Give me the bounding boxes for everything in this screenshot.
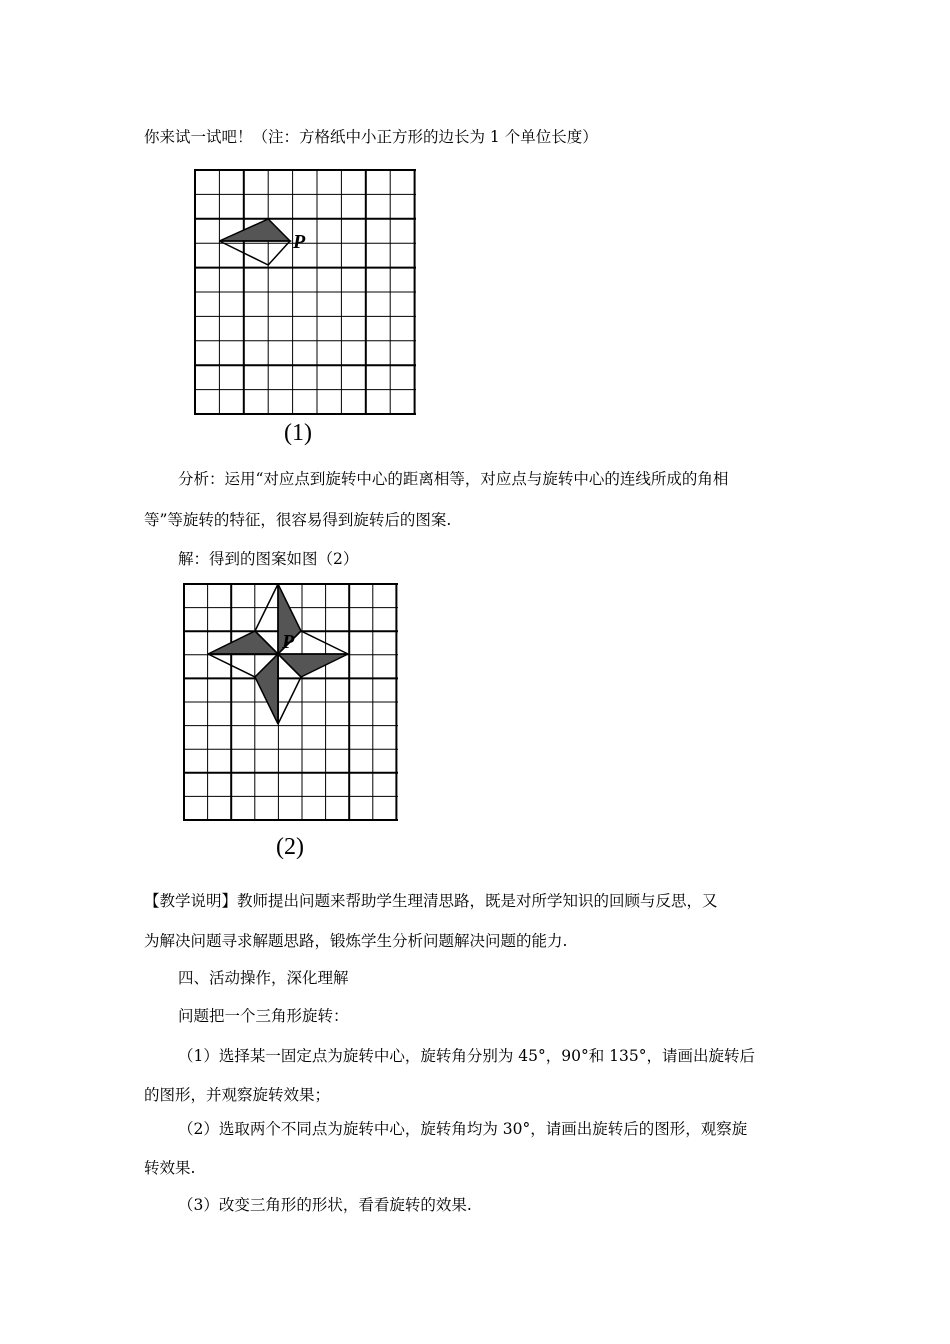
item-2-line-1: （2）选取两个不同点为旋转中心，旋转角均为 30°，请画出旋转后的图形，观察旋 [178,1120,748,1138]
item-1-line-1: （1）选择某一固定点为旋转中心，旋转角分别为 45°，90°和 135°，请画出旋转后 [178,1047,755,1065]
note-line-1: 【教学说明】教师提出问题来帮助学生理清思路，既是对所学知识的回顾与反思，又 [144,892,718,910]
note-line-2: 为解决问题寻求解题思路，锻炼学生分析问题解决问题的能力. [144,932,568,950]
figure-1-grid [193,168,417,416]
figure-2-grid [182,582,400,822]
intro-text: 你来试一试吧！（注：方格纸中小正方形的边长为 1 个单位长度） [144,128,598,146]
shaded-triangle-270 [255,654,278,724]
analysis-line-1: 分析：运用“对应点到旋转中心的距离相等，对应点与旋转中心的连线所成的角相 [178,470,729,488]
figure-2-caption: (2) [276,834,304,860]
grid-lines [194,169,416,414]
point-p-label: P [293,231,306,253]
figure-1-caption: (1) [284,420,312,446]
item-1-line-2: 的图形，并观察旋转效果； [144,1086,331,1104]
problem-text: 问题把一个三角形旋转： [178,1007,349,1025]
shaded-triangle [219,219,290,241]
outline-triangle [219,241,290,265]
solution-text: 解：得到的图案如图（2） [178,550,359,568]
point-p-label: P [282,631,295,653]
item-2-line-2: 转效果. [144,1159,196,1177]
section-4-heading: 四、活动操作，深化理解 [178,969,349,987]
analysis-line-2: 等”等旋转的特征，很容易得到旋转后的图案. [144,511,452,529]
item-3-text: （3）改变三角形的形状，看看旋转的效果. [178,1196,472,1214]
